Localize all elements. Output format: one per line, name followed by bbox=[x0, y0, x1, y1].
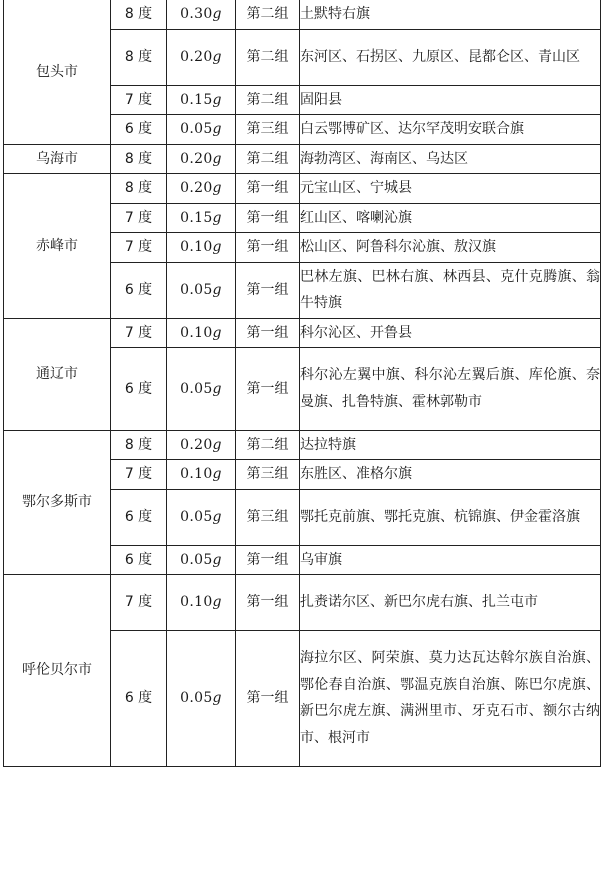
seismic-intensity: 7 度 bbox=[111, 575, 167, 631]
acceleration-unit: g bbox=[212, 508, 222, 525]
acceleration-value: 0.10 bbox=[180, 594, 213, 611]
table-row bbox=[4, 318, 601, 348]
district-list: 海拉尔区、阿荣旗、莫力达瓦达斡尔族自治旗、鄂伦春自治旗、鄂温克族自治旗、陈巴尔虎旗、新巴尔虎左旗、满洲里市、牙克石市、额尔古纳市、根河市 bbox=[300, 631, 601, 767]
seismic-intensity: 7 度 bbox=[111, 318, 167, 348]
design-acceleration bbox=[167, 460, 236, 490]
design-acceleration bbox=[167, 203, 236, 233]
district-list: 扎赉诺尔区、新巴尔虎右旗、扎兰屯市 bbox=[300, 575, 601, 631]
seismic-intensity: 8 度 bbox=[111, 144, 167, 174]
acceleration-value: 0.10 bbox=[180, 239, 213, 255]
seismic-intensity: 6 度 bbox=[111, 348, 167, 431]
district-list: 东河区、石拐区、九原区、昆都仑区、青山区 bbox=[300, 29, 601, 85]
city-name: 鄂尔多斯市 bbox=[4, 430, 111, 575]
district-list: 乌审旗 bbox=[300, 545, 601, 575]
acceleration-unit: g bbox=[212, 180, 222, 196]
seismic-intensity: 7 度 bbox=[111, 85, 167, 115]
district-list: 土默特右旗 bbox=[300, 0, 601, 29]
acceleration-unit: g bbox=[212, 209, 222, 226]
design-acceleration bbox=[167, 348, 236, 431]
design-group: 第二组 bbox=[236, 85, 300, 115]
acceleration-unit: g bbox=[212, 436, 222, 453]
district-list: 科尔沁区、开鲁县 bbox=[300, 318, 601, 348]
design-acceleration bbox=[167, 631, 236, 767]
district-list: 固阳县 bbox=[300, 85, 601, 115]
district-list: 红山区、喀喇沁旗 bbox=[300, 203, 601, 233]
district-list: 鄂托克前旗、鄂托克旗、杭锦旗、伊金霍洛旗 bbox=[300, 489, 601, 545]
acceleration-value: 0.20 bbox=[180, 150, 213, 167]
district-list: 巴林左旗、巴林右旗、林西县、克什克腾旗、翁牛特旗 bbox=[300, 262, 601, 318]
design-group: 第三组 bbox=[236, 460, 300, 490]
seismic-intensity: 6 度 bbox=[111, 631, 167, 767]
district-list: 科尔沁左翼中旗、科尔沁左翼后旗、库伦旗、奈曼旗、扎鲁特旗、霍林郭勒市 bbox=[300, 348, 601, 431]
design-group: 第一组 bbox=[236, 348, 300, 431]
city-name: 呼伦贝尔市 bbox=[4, 575, 111, 767]
seismic-intensity: 8 度 bbox=[111, 430, 167, 460]
table-row bbox=[4, 144, 601, 174]
acceleration-value: 0.05 bbox=[180, 690, 213, 706]
acceleration-value: 0.20 bbox=[180, 180, 213, 196]
seismic-zoning-table bbox=[3, 0, 601, 767]
acceleration-unit: g bbox=[212, 466, 222, 482]
design-group: 第一组 bbox=[236, 233, 300, 263]
district-list: 元宝山区、宁城县 bbox=[300, 174, 601, 204]
design-acceleration bbox=[167, 430, 236, 460]
design-acceleration bbox=[167, 575, 236, 631]
acceleration-value: 0.30 bbox=[180, 6, 213, 22]
seismic-intensity: 6 度 bbox=[111, 262, 167, 318]
design-acceleration bbox=[167, 233, 236, 263]
acceleration-value: 0.10 bbox=[180, 466, 213, 482]
acceleration-unit: g bbox=[212, 239, 222, 255]
seismic-intensity: 8 度 bbox=[111, 174, 167, 204]
table-row bbox=[4, 575, 601, 631]
design-acceleration bbox=[167, 0, 236, 29]
design-acceleration bbox=[167, 545, 236, 575]
design-group: 第二组 bbox=[236, 0, 300, 29]
acceleration-unit: g bbox=[212, 91, 222, 108]
acceleration-value: 0.05 bbox=[180, 281, 213, 298]
design-group: 第三组 bbox=[236, 115, 300, 145]
design-group: 第一组 bbox=[236, 203, 300, 233]
district-list: 松山区、阿鲁科尔沁旗、敖汉旗 bbox=[300, 233, 601, 263]
design-group: 第一组 bbox=[236, 631, 300, 767]
acceleration-unit: g bbox=[212, 150, 222, 167]
district-list: 达拉特旗 bbox=[300, 430, 601, 460]
acceleration-unit: g bbox=[212, 690, 222, 706]
acceleration-value: 0.15 bbox=[180, 91, 213, 108]
design-group: 第二组 bbox=[236, 144, 300, 174]
design-group: 第二组 bbox=[236, 430, 300, 460]
seismic-intensity: 7 度 bbox=[111, 460, 167, 490]
acceleration-unit: g bbox=[212, 551, 222, 568]
design-group: 第三组 bbox=[236, 489, 300, 545]
design-acceleration bbox=[167, 144, 236, 174]
design-group: 第一组 bbox=[236, 262, 300, 318]
table-row bbox=[4, 430, 601, 460]
design-acceleration bbox=[167, 29, 236, 85]
district-list: 海勃湾区、海南区、乌达区 bbox=[300, 144, 601, 174]
design-acceleration bbox=[167, 262, 236, 318]
city-name: 包头市 bbox=[4, 0, 111, 144]
acceleration-unit: g bbox=[212, 380, 222, 397]
design-group: 第一组 bbox=[236, 575, 300, 631]
design-group: 第一组 bbox=[236, 545, 300, 575]
city-name: 通辽市 bbox=[4, 318, 111, 430]
city-name: 乌海市 bbox=[4, 144, 111, 174]
city-name: 赤峰市 bbox=[4, 174, 111, 319]
design-acceleration bbox=[167, 489, 236, 545]
seismic-intensity: 8 度 bbox=[111, 0, 167, 29]
table-body bbox=[4, 0, 601, 766]
acceleration-unit: g bbox=[212, 6, 222, 22]
seismic-intensity: 7 度 bbox=[111, 203, 167, 233]
seismic-intensity: 8 度 bbox=[111, 29, 167, 85]
acceleration-value: 0.20 bbox=[180, 436, 213, 453]
design-acceleration bbox=[167, 115, 236, 145]
acceleration-unit: g bbox=[212, 324, 222, 341]
acceleration-value: 0.10 bbox=[180, 324, 213, 341]
design-group: 第一组 bbox=[236, 318, 300, 348]
acceleration-unit: g bbox=[212, 281, 222, 298]
seismic-intensity: 6 度 bbox=[111, 545, 167, 575]
acceleration-unit: g bbox=[212, 48, 222, 65]
acceleration-value: 0.15 bbox=[180, 209, 213, 226]
acceleration-value: 0.05 bbox=[180, 380, 213, 397]
table-row bbox=[4, 0, 601, 29]
design-acceleration bbox=[167, 85, 236, 115]
acceleration-value: 0.05 bbox=[180, 121, 213, 137]
acceleration-unit: g bbox=[212, 594, 222, 611]
design-acceleration bbox=[167, 174, 236, 204]
district-list: 东胜区、准格尔旗 bbox=[300, 460, 601, 490]
seismic-intensity: 6 度 bbox=[111, 115, 167, 145]
acceleration-value: 0.20 bbox=[180, 48, 213, 65]
design-group: 第二组 bbox=[236, 29, 300, 85]
district-list: 白云鄂博矿区、达尔罕茂明安联合旗 bbox=[300, 115, 601, 145]
design-acceleration bbox=[167, 318, 236, 348]
seismic-intensity: 7 度 bbox=[111, 233, 167, 263]
seismic-intensity: 6 度 bbox=[111, 489, 167, 545]
acceleration-unit: g bbox=[212, 121, 222, 137]
design-group: 第一组 bbox=[236, 174, 300, 204]
acceleration-value: 0.05 bbox=[180, 508, 213, 525]
table-row bbox=[4, 174, 601, 204]
acceleration-value: 0.05 bbox=[180, 551, 213, 568]
